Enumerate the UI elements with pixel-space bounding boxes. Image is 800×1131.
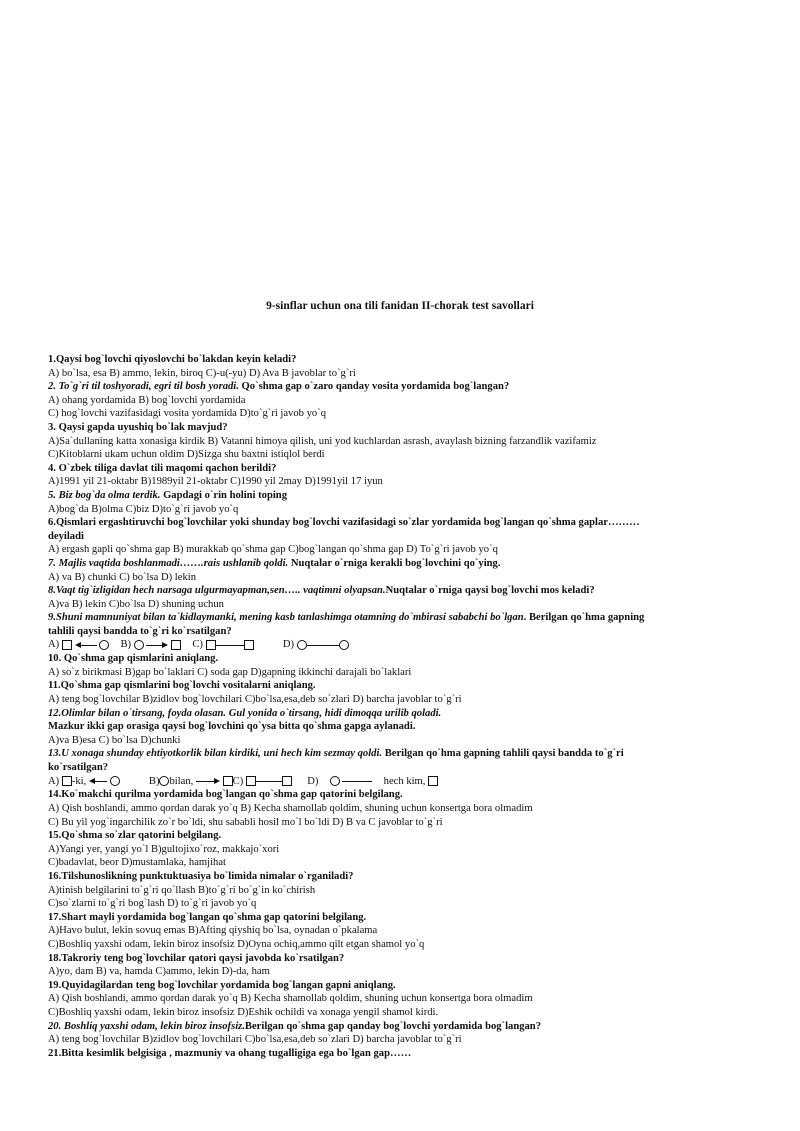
question-20-sentence: 20. Boshliq yaxshi odam, lekin biroz insofsiz. [48, 1020, 245, 1032]
answers-18: A)yo, dam B) va, hamda C)ammo, lekin D)-da, ham [48, 966, 270, 978]
question-9-sentence: 9.Shuni mamnuniyat bilan ta`kidlaymanki, mening kasb tanlashimga otamning do`mbirasi sababchi bo`lgan [48, 612, 524, 624]
answers-17-line-1: A)Havo bulut, lekin sovuq emas B)Afting qiyshiq bo`lsa, oynadan o`pkalama [48, 925, 378, 937]
question-17: 17.Shart mayli yordamida bog`langan qo`shma gap qatorini belgilang. [48, 911, 367, 923]
option-a-text: -ki, [71, 775, 87, 787]
test-questions [48, 353, 748, 1060]
option-c-label: C) [232, 775, 244, 787]
question-5-text: Gapdagi o`rin holini toping [160, 489, 287, 501]
question-12 [48, 707, 748, 721]
answers-3-line-1: A)Sa`dullaning katta xonasiga kirdik B) Vatanni himoya qilish, uni yod kuchlardan asrash, avaylash bizning farzandlik vazifamiz [48, 435, 597, 447]
question-6-cont: deyiladi [48, 530, 84, 542]
answers-4: A)1991 yil 21-oktabr B)1989yil 21-oktabr C)1990 yil 2may D)1991yil 17 iyun [48, 476, 383, 488]
answers-8: A)va B) lekin C)bo`lsa D) shuning uchun [48, 598, 224, 610]
question-11: 11.Qo`shma gap qismlarini bog`lovchi vositalarni aniqlang. [48, 680, 316, 692]
circle-icon [339, 640, 349, 650]
circle-icon [110, 776, 120, 786]
square-icon [244, 640, 254, 650]
answers-16-line-2: C)so`zlarni to`g`ri bog`lash D) to`g`ri javob yo`q [48, 898, 257, 910]
question-6: 6.Qismlari ergashtiruvchi bog`lovchilar yoki shunday bog`lovchi vazifasidagi so`zlar yordamida bog`langan qo`shma gaplar……… [48, 517, 640, 529]
question-20 [48, 1020, 748, 1034]
option-b-text: bilan, [169, 775, 194, 787]
question-21: 21.Bitta kesimlik belgisiga , mazmuniy va ohang tugalligiga ega bo`lgan gap…… [48, 1047, 412, 1059]
left-arrow-icon [75, 638, 97, 652]
answers-19-line-2: C)Boshliq yaxshi odam, lekin biroz insofsiz D)Eshik ochildi va xonaga yengil shamol kirdi. [48, 1006, 439, 1018]
square-icon [282, 776, 292, 786]
question-13-cont: ko`rsatilgan? [48, 762, 109, 774]
question-5 [48, 489, 748, 503]
question-13-sentence: 13.U xonaga shunday ehtiyotkorlik bilan kirdiki, uni hech kim sezmay qoldi. [48, 748, 383, 760]
line-icon [256, 781, 282, 782]
question-1: 1.Qaysi bog`lovchi qiyoslovchi bo`lakdan keyin keladi? [48, 354, 297, 365]
question-9 [48, 611, 748, 625]
line-icon [307, 645, 339, 646]
square-icon [206, 640, 216, 650]
square-icon [223, 776, 233, 786]
answers-9-diagrams [48, 638, 748, 652]
answers-10: A) so`z birikmasi B)gap bo`laklari C) soda gap D)gapning ikkinchi darajali bo`laklari [48, 666, 412, 678]
answers-13-diagrams [48, 775, 748, 789]
question-20-text: Berilgan qo`shma gap qanday bog`lovchi yordamida bog`langan? [244, 1020, 541, 1032]
answers-11: A) teng bog`lovchilar B)zidlov bog`lovchilari C)bo`lsa,esa,deb so`zlari D) barcha javoblar to`g`ri [48, 694, 462, 706]
option-d-label: D) [307, 775, 319, 787]
option-a-label: A) [48, 775, 60, 787]
question-9-cont: tahlili qaysi bandda to`g`ri ko`rsatilgan? [48, 625, 232, 637]
question-13-text: Berilgan qo`hma gapning tahlili qaysi bandda to`g`ri [382, 748, 624, 760]
option-d-text: hech kim, [383, 775, 426, 787]
question-18: 18.Takroriy teng bog`lovchilar qatori qaysi javobda ko`rsatilgan? [48, 952, 345, 964]
circle-icon [297, 640, 307, 650]
answers-15-line-1: A)Yangi yer, yangi yo`l B)gultojixo`roz, makkajo`xori [48, 843, 280, 855]
square-icon [428, 776, 438, 786]
right-arrow-icon [196, 775, 220, 789]
answers-15-line-2: C)badavlat, beor D)mustamlaka, hamjihat [48, 857, 226, 869]
answers-16-line-1: A)tinish belgilarini to`g`ri qo`llash B)to`g`ri bo`g`in ko`chirish [48, 884, 316, 896]
option-d-label: D) [282, 639, 295, 651]
answers-14-line-1: A) Qish boshlandi, ammo qordan darak yo`q B) Kecha shamollab qoldim, shuning uchun konsertga bora olmadim [48, 803, 533, 815]
question-9-text: . Berilgan qo`hma gapning [523, 612, 645, 624]
question-12-sentence: 12.Olimlar bilan o`tirsang, foyda olasan. Gul yonida o`tirsang, hidi dimoqqa urilib qoladi. [48, 707, 442, 719]
question-2-sentence: 2. To`g`ri til toshyoradi, egri til bosh yoradi. [48, 381, 239, 393]
circle-icon [134, 640, 144, 650]
page-title: 9-sinflar uchun ona tili fanidan II-chorak test savollari [266, 300, 534, 312]
circle-icon [159, 776, 169, 786]
answers-6: A) ergash gapli qo`shma gap B) murakkab qo`shma gap C)bog`langan qo`shma gap D) To`g`ri javob yo`q [48, 544, 498, 556]
question-7-sentence: 7. Majlis vaqtida boshlanmadi…….rais ushlanib qoldi. [48, 557, 289, 569]
answers-2-line-1: A) ohang yordamida B) bog`lovchi yordamida [48, 394, 246, 406]
question-19: 19.Quyidagilardan teng bog`lovchilar yordamida bog`langan gapni aniqlang. [48, 979, 396, 991]
question-2-text: Qo`shma gap o`zaro qanday vosita yordamida bog`langan? [238, 381, 510, 393]
question-7-text: Nuqtalar o`rniga kerakli bog`lovchini qo`ying. [288, 557, 501, 569]
answers-19-line-1: A) Qish boshlandi, ammo qordan darak yo`q B) Kecha shamollab qoldim, shuning uchun konsertga bora olmadim [48, 993, 533, 1005]
right-arrow-icon [146, 638, 168, 652]
option-b-label: B) [120, 639, 132, 651]
question-12-cont: Mazkur ikki gap orasiga qaysi bog`lovchini qo`ysa bitta qo`shma gapga aylanadi. [48, 721, 416, 733]
question-8 [48, 584, 748, 598]
square-icon [246, 776, 256, 786]
answers-3-line-2: C)Kitoblarni ukam uchun oldim D)Sizga shu baxtni istiqlol berdi [48, 449, 325, 461]
question-3: 3. Qaysi gapda uyushiq bo`lak mavjud? [48, 421, 228, 433]
question-16: 16.Tilshunoslikning punktuktuasiya bo`limida nimalar o`rganiladi? [48, 871, 354, 883]
answers-20: A) teng bog`lovchilar B)zidlov bog`lovchilari C)bo`lsa,esa,deb so`zlari D) barcha javoblar to`g`ri [48, 1034, 462, 1046]
line-icon [342, 781, 372, 782]
answers-1: A) bo`lsa, esa B) ammo, lekin, biroq C)-u(-yu) D) Ava B javoblar to`g`ri [48, 367, 356, 379]
answers-12: A)va B)esa C) bo`lsa D)chunki [48, 734, 181, 746]
answers-14-line-2: C) Bu yil yog`ingarchilik zo`r bo`ldi, shu sababli hosil mo`l bo`ldi D) B va C javoblar to`g`ri [48, 816, 443, 828]
line-icon [216, 645, 244, 646]
question-13 [48, 747, 748, 761]
question-2 [48, 380, 748, 394]
square-icon [62, 640, 72, 650]
question-5-sentence: 5. Biz bog`da olma terdik. [48, 489, 161, 501]
question-10: 10. Qo`shma gap qismlarini aniqlang. [48, 653, 219, 665]
square-icon [62, 776, 72, 786]
question-7 [48, 557, 748, 571]
left-arrow-icon [89, 775, 107, 789]
answers-7: A) va B) chunki C) bo`lsa D) lekin [48, 571, 196, 583]
question-8-sentence: 8.Vaqt tig`izligidan hech narsaga ulgurmayapman,sen….. vaqtimni olyapsan. [48, 585, 386, 597]
circle-icon [99, 640, 109, 650]
square-icon [171, 640, 181, 650]
answers-17-line-2: C)Boshliq yaxshi odam, lekin biroz insofsiz D)Oyna ochiq,ammo qilt etgan shamol yo`q [48, 939, 425, 950]
option-c-label: C) [192, 639, 203, 651]
question-8-text: Nuqtalar o`rniga qaysi bog`lovchi mos keladi? [385, 585, 595, 597]
option-a-label: A) [48, 639, 60, 651]
answers-5: A)bog`da B)olma C)biz D)to`g`ri javob yo`q [48, 503, 239, 515]
question-15: 15.Qo`shma so`zlar qatorini belgilang. [48, 830, 222, 842]
question-14: 14.Ko`makchi qurilma yordamida bog`langan qo`shma gap qatorini belgilang. [48, 789, 403, 801]
answers-2-line-2: C) hog`lovchi vazifasidagi vosita yordamida D)to`g`ri javob yo`q [48, 408, 327, 420]
circle-icon [330, 776, 340, 786]
question-4: 4. O`zbek tiliga davlat tili maqomi qachon berildi? [48, 462, 277, 474]
option-b-label: B) [148, 775, 160, 787]
